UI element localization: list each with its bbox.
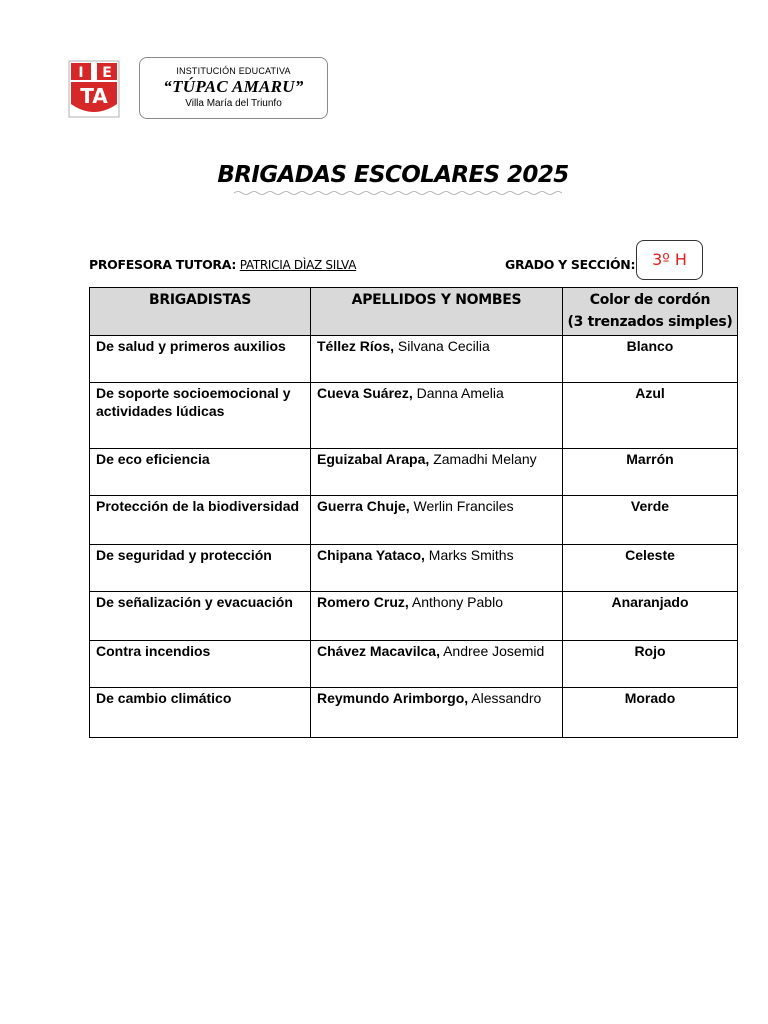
seal-letter-e: E [102, 65, 112, 81]
brigade-name: Contra incendios [90, 641, 311, 688]
member-surname: Guerra Chuje, [317, 498, 410, 514]
header-apellidos-nombres: APELLIDOS Y NOMBES [311, 288, 563, 336]
seal-letter-i: I [78, 65, 84, 81]
table-row [90, 496, 738, 545]
brigades-table [89, 287, 738, 738]
institution-label: INSTITUCIÓN EDUCATIVA [176, 66, 291, 76]
member-name [311, 688, 563, 738]
table-row [90, 688, 738, 738]
title-wavy-underline [234, 190, 562, 196]
header-color-cordon-line2: (3 trenzados simples) [567, 314, 733, 330]
cord-color: Celeste [563, 545, 738, 592]
member-surname: Romero Cruz, [317, 594, 409, 610]
member-given-name: Zamadhi Melany [433, 451, 537, 467]
member-given-name: Anthony Pablo [411, 594, 503, 610]
cord-color: Anaranjado [563, 592, 738, 641]
table-row [90, 383, 738, 449]
brigade-name: De eco eficiencia [90, 449, 311, 496]
table-row [90, 449, 738, 496]
member-name [311, 496, 563, 545]
cord-color: Rojo [563, 641, 738, 688]
member-surname: Cueva Suárez, [317, 385, 413, 401]
member-name [311, 383, 563, 449]
grade-section-value: 3º H [636, 240, 703, 280]
school-seal-logo [68, 60, 120, 118]
member-name [311, 545, 563, 592]
member-surname: Téllez Ríos, [317, 338, 395, 354]
institution-name: “TÚPAC AMARU” [163, 77, 304, 96]
seal-letters-ta: TA [80, 84, 108, 108]
cord-color: Azul [563, 383, 738, 449]
brigade-name: De soporte socioemocional y actividades lúdicas [90, 383, 311, 449]
member-name [311, 641, 563, 688]
header-color-cordon-line1: Color de cordón [589, 292, 711, 308]
table-row [90, 336, 738, 383]
member-given-name: Andree Josemid [443, 643, 545, 659]
member-given-name: Alessandro [471, 690, 542, 706]
member-surname: Eguizabal Arapa, [317, 451, 430, 467]
member-name [311, 592, 563, 641]
tutor-line [89, 257, 356, 272]
institution-location: Villa María del Triunfo [185, 98, 282, 109]
brigade-name: De seguridad y protección [90, 545, 311, 592]
tutor-name: PATRICIA DÌAZ SILVA [239, 258, 357, 272]
member-surname: Reymundo Arimborgo, [317, 690, 469, 706]
school-name-banner [139, 57, 328, 119]
member-given-name: Danna Amelia [416, 385, 504, 401]
member-name [311, 336, 563, 383]
cord-color: Morado [563, 688, 738, 738]
cord-color: Blanco [563, 336, 738, 383]
member-given-name: Werlin Franciles [413, 498, 514, 514]
table-row [90, 641, 738, 688]
member-given-name: Silvana Cecilia [397, 338, 490, 354]
member-given-name: Marks Smiths [428, 547, 514, 563]
member-surname: Chávez Macavilca, [317, 643, 440, 659]
grade-section-label: GRADO Y SECCIÓN: [505, 257, 636, 272]
brigade-name: De señalización y evacuación [90, 592, 311, 641]
page-title: BRIGADAS ESCOLARES 2025 [217, 162, 569, 188]
member-name [311, 449, 563, 496]
brigade-name: De cambio climático [90, 688, 311, 738]
cord-color: Marrón [563, 449, 738, 496]
table-header-row [90, 288, 738, 336]
cord-color: Verde [563, 496, 738, 545]
member-surname: Chipana Yataco, [317, 547, 425, 563]
table-row [90, 592, 738, 641]
tutor-label: PROFESORA TUTORA: [89, 257, 237, 272]
brigade-name: De salud y primeros auxilios [90, 336, 311, 383]
header-color-cordon [563, 288, 738, 336]
brigade-name: Protección de la biodiversidad [90, 496, 311, 545]
table-row [90, 545, 738, 592]
header-brigadistas: BRIGADISTAS [90, 288, 311, 336]
